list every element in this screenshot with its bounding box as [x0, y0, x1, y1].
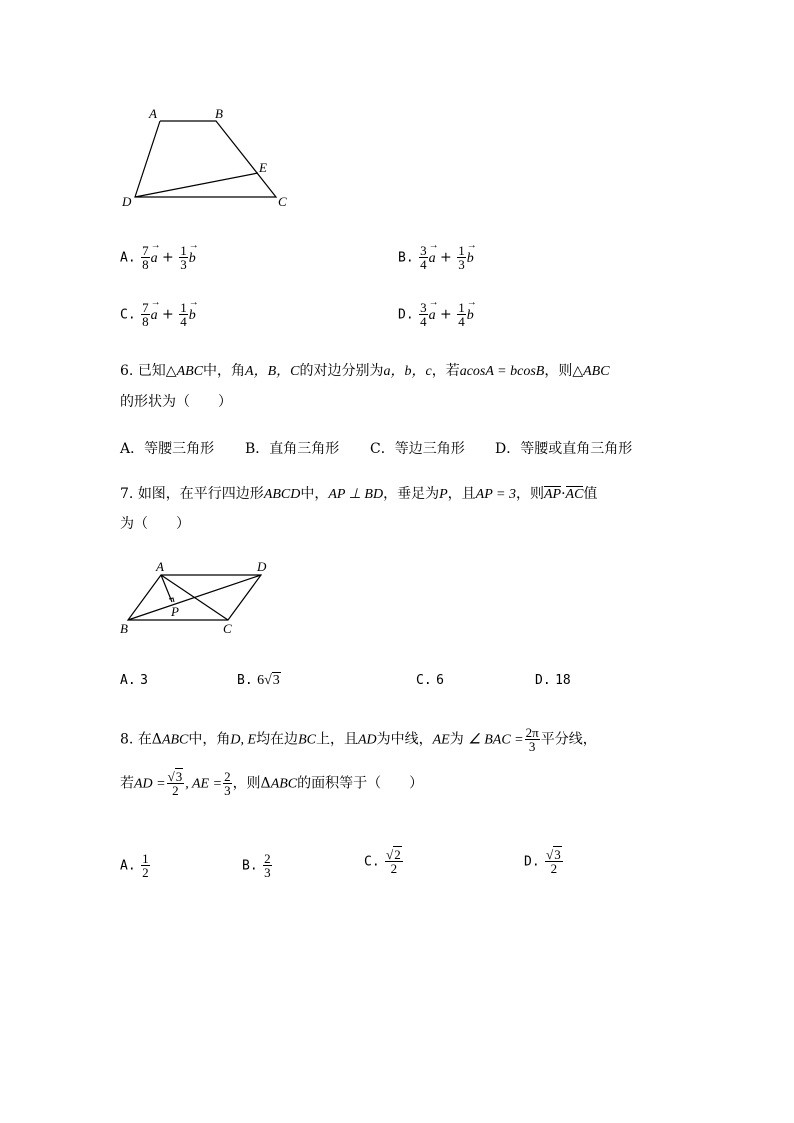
q5-option-c[interactable]: C. $\frac{7}{8}$ → a + $\frac{1}{4}$ → b	[120, 301, 196, 328]
q6-option-a[interactable]: A．等腰三角形	[120, 441, 215, 457]
q8-option-c[interactable]: C. $\frac{√2}{2}$	[364, 847, 401, 876]
q8-option-d[interactable]: D. $\frac{√3}{2}$	[524, 847, 561, 876]
label-c: C	[278, 194, 287, 209]
q6-stem-line2: 的形状为（ ）	[120, 394, 232, 410]
label-p: P	[171, 604, 179, 619]
segment-de	[135, 173, 258, 197]
q7-option-b[interactable]: B. 6√3	[237, 673, 280, 688]
trapezoid-figure	[110, 100, 310, 215]
label-a: A	[149, 106, 157, 121]
label-d: D	[122, 194, 132, 209]
q8-stem-line2: 若AD = $\frac{√3}{2}$ , AE = $\frac{2}{3}$ ，则ΔABC的面积等于（ ）	[120, 769, 424, 798]
q7-option-d[interactable]: D. 18	[535, 673, 571, 688]
label-b: B	[215, 106, 223, 121]
q6-option-c[interactable]: C．等边三角形	[370, 441, 465, 457]
parallelogram-figure	[115, 558, 275, 638]
label-d: D	[257, 559, 267, 574]
q5-option-a[interactable]: A. $\frac{7}{8}$ → a + $\frac{1}{3}$ → b	[120, 244, 196, 271]
q8-option-b[interactable]: B. $\frac{2}{3}$	[242, 851, 271, 880]
q6-stem: 6. 已知△ABC中，角A，B，C的对边分别为a，b，c，若acosA = bcosB，则△ABC	[120, 363, 610, 379]
label-a: A	[156, 559, 164, 574]
q8-stem: 8. 在ΔABC中，角D, E均在边BC上，且AD为中线，AE为 ∠ BAC = $\frac{2\pi}{3}$ 平分线，	[120, 725, 597, 754]
label-b: B	[120, 621, 128, 636]
q8-option-a[interactable]: A. $\frac{1}{2}$	[120, 851, 149, 880]
q5-option-b[interactable]: B. $\frac{3}{4}$ → a + $\frac{1}{3}$ → b	[398, 244, 474, 271]
trapezoid-outline	[135, 121, 276, 197]
q7-stem: 7. 如图，在平行四边形ABCD中，AP ⊥ BD，垂足为P，且AP = 3，则AP·AC值	[120, 486, 598, 502]
q7-option-a[interactable]: A. 3	[120, 673, 148, 688]
label-c: C	[223, 621, 232, 636]
q7-stem-line2: 为（ ）	[120, 516, 190, 532]
q6-option-d[interactable]: D．等腰或直角三角形	[495, 441, 633, 457]
label-e: E	[259, 160, 267, 175]
q7-option-c[interactable]: C. 6	[416, 673, 444, 688]
q5-option-d[interactable]: D. $\frac{3}{4}$ → a + $\frac{1}{4}$ → b	[398, 301, 474, 328]
q6-option-b[interactable]: B．直角三角形	[245, 441, 340, 457]
